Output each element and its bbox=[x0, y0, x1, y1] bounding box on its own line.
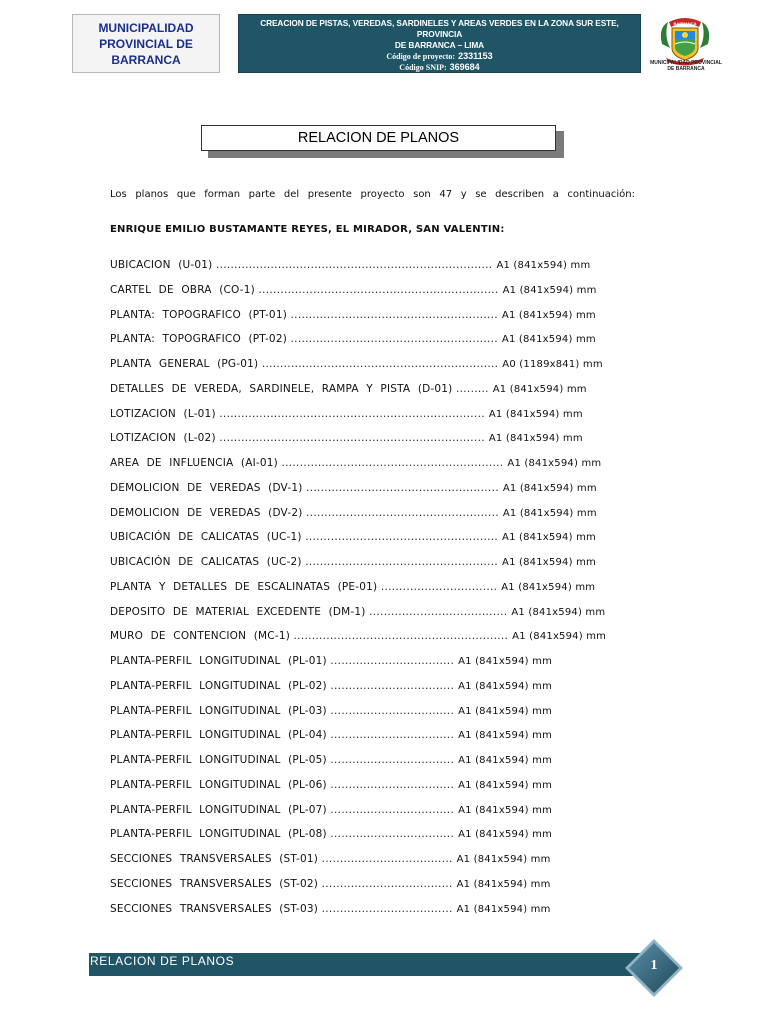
plan-name: LOTIZACION (L-01) bbox=[110, 407, 216, 420]
leader-dots: ............................................................................ bbox=[215, 259, 493, 271]
plan-format: A1 (841x594) mm bbox=[502, 507, 597, 519]
plan-name: UBICACION (U-01) bbox=[110, 259, 213, 271]
plan-format: A1 (841x594) mm bbox=[458, 779, 553, 791]
leader-dots: .................................... bbox=[321, 902, 453, 915]
plan-name: SECCIONES TRANSVERSALES (ST-01) bbox=[110, 853, 319, 865]
list-item bbox=[110, 553, 650, 578]
plan-name: PLANTA-PERFIL LONGITUDINAL (PL-08) bbox=[110, 828, 327, 841]
plan-name: DEPOSITO DE MATERIAL EXCEDENTE (DM-1) bbox=[110, 605, 366, 618]
plan-name: PLANTA GENERAL (PG-01) bbox=[110, 358, 259, 370]
leader-dots: ..................................................... bbox=[305, 556, 499, 568]
plan-format: A1 (841x594) mm bbox=[456, 903, 551, 915]
plan-name: MURO DE CONTENCION (MC-1) bbox=[110, 630, 290, 643]
page-number: 1 bbox=[650, 958, 658, 973]
leader-dots: ......................................................................... bbox=[219, 432, 485, 445]
leader-dots: ............................................................. bbox=[281, 457, 504, 469]
plan-name: PLANTA-PERFIL LONGITUDINAL (PL-02) bbox=[110, 679, 327, 692]
plan-name: LOTIZACION (L-02) bbox=[110, 432, 216, 445]
plan-name: PLANTA Y DETALLES DE ESCALINATAS (PE-01) bbox=[110, 580, 378, 593]
plan-name: PLANTA-PERFIL LONGITUDINAL (PL-07) bbox=[110, 803, 327, 816]
plan-format: A1 (841x594) mm bbox=[458, 804, 553, 816]
intro-paragraph: Los planos que forman parte del presente proyecto son 47 y se describen a continuación: bbox=[110, 189, 635, 200]
list-item bbox=[110, 429, 650, 454]
plan-format: A1 (841x594) mm bbox=[501, 334, 596, 346]
leader-dots: .................................... bbox=[321, 877, 453, 890]
plan-format: A1 (841x594) mm bbox=[456, 854, 551, 865]
leader-dots: ......................................................................... bbox=[219, 407, 485, 420]
plan-name: SECCIONES TRANSVERSALES (ST-03) bbox=[110, 902, 319, 915]
list-item bbox=[110, 380, 650, 405]
footer-label: RELACION DE PLANOS bbox=[90, 954, 235, 968]
list-item bbox=[110, 677, 650, 702]
leader-dots: .................................... bbox=[321, 853, 453, 865]
page-title: RELACION DE PLANOS bbox=[201, 125, 556, 151]
snip-code-line bbox=[239, 62, 640, 73]
list-item bbox=[110, 256, 650, 281]
list-item bbox=[110, 603, 650, 628]
plan-name: PLANTA-PERFIL LONGITUDINAL (PL-05) bbox=[110, 754, 327, 766]
project-header bbox=[238, 14, 641, 73]
project-code-label: Código de proyecto: bbox=[386, 52, 456, 61]
plan-format: A1 (841x594) mm bbox=[502, 532, 596, 544]
list-item bbox=[110, 825, 650, 850]
leader-dots: ..................................................... bbox=[306, 506, 499, 519]
list-item bbox=[110, 776, 650, 801]
leader-dots: .................................. bbox=[330, 655, 455, 667]
plan-format: A1 (841x594) mm bbox=[488, 433, 583, 445]
leader-dots: .................................. bbox=[330, 679, 455, 692]
list-item bbox=[110, 578, 650, 603]
plan-format: A1 (841x594) mm bbox=[458, 656, 553, 667]
plan-format: A1 (841x594) mm bbox=[496, 260, 591, 271]
leader-dots: ........................................................... bbox=[293, 630, 509, 643]
leader-dots: .................................. bbox=[330, 778, 455, 791]
list-item bbox=[110, 281, 650, 306]
leader-dots: .................................. bbox=[330, 803, 455, 816]
plan-format: A1 (841x594) mm bbox=[458, 829, 553, 841]
list-item bbox=[110, 900, 650, 925]
project-code: 2331153 bbox=[458, 51, 493, 61]
plan-name: PLANTA: TOPOGRAFICO (PT-01) bbox=[110, 308, 287, 321]
leader-dots: ......................................................... bbox=[290, 333, 498, 346]
list-item bbox=[110, 726, 650, 751]
plan-format: A1 (841x594) mm bbox=[501, 581, 596, 593]
list-item bbox=[110, 702, 650, 727]
leader-dots: ......... bbox=[456, 382, 489, 395]
plan-format: A1 (841x594) mm bbox=[458, 755, 553, 766]
section-subheading: ENRIQUE EMILIO BUSTAMANTE REYES, EL MIRADOR, SAN VALENTIN: bbox=[110, 224, 505, 235]
plan-name: SECCIONES TRANSVERSALES (ST-02) bbox=[110, 877, 319, 890]
leader-dots: ..................................................... bbox=[306, 481, 499, 494]
list-item bbox=[110, 479, 650, 504]
list-item bbox=[110, 528, 650, 553]
plan-format: A1 (841x594) mm bbox=[502, 284, 597, 296]
plan-format: A1 (841x594) mm bbox=[507, 458, 602, 469]
list-item bbox=[110, 454, 650, 479]
list-item bbox=[110, 504, 650, 529]
leader-dots: .................................. bbox=[330, 754, 455, 766]
footer-bar bbox=[89, 953, 656, 976]
plan-format: A0 (1189x841) mm bbox=[502, 359, 603, 370]
plan-name: DEMOLICION DE VEREDAS (DV-2) bbox=[110, 506, 303, 519]
list-item bbox=[110, 875, 650, 900]
list-item bbox=[110, 330, 650, 355]
plan-name: AREA DE INFLUENCIA (AI-01) bbox=[110, 457, 278, 469]
plans-list bbox=[110, 256, 650, 924]
snip-code: 369684 bbox=[449, 62, 480, 72]
plan-name: DEMOLICION DE VEREDAS (DV-1) bbox=[110, 481, 303, 494]
list-item bbox=[110, 801, 650, 826]
leader-dots: ................................................................. bbox=[261, 358, 499, 370]
list-item bbox=[110, 355, 650, 380]
list-item bbox=[110, 405, 650, 430]
plan-format: A1 (841x594) mm bbox=[458, 730, 553, 742]
leader-dots: ......................................................... bbox=[290, 308, 498, 321]
plan-name: UBICACIÓN DE CALICATAS (UC-1) bbox=[110, 531, 302, 544]
municipality-box bbox=[72, 14, 220, 73]
plan-name: PLANTA-PERFIL LONGITUDINAL (PL-01) bbox=[110, 655, 327, 667]
list-item bbox=[110, 751, 650, 776]
plan-format: A1 (841x594) mm bbox=[502, 482, 597, 494]
plan-format: A1 (841x594) mm bbox=[502, 557, 596, 568]
municipality-name: MUNICIPALIDAD PROVINCIAL DE BARRANCA bbox=[98, 20, 194, 67]
leader-dots: ...................................... bbox=[369, 605, 508, 618]
plan-name: PLANTA-PERFIL LONGITUDINAL (PL-06) bbox=[110, 778, 327, 791]
page-number-badge bbox=[622, 936, 686, 1000]
plan-format: A1 (841x594) mm bbox=[458, 680, 553, 692]
leader-dots: .................................................................. bbox=[258, 283, 499, 296]
plan-format: A1 (841x594) mm bbox=[512, 631, 607, 643]
plan-name: PLANTA-PERFIL LONGITUDINAL (PL-03) bbox=[110, 704, 327, 717]
snip-code-label: Código SNIP: bbox=[399, 63, 447, 72]
project-title: CREACION DE PISTAS, VEREDAS, SARDINELES Y AREAS VERDES EN LA ZONA SUR ESTE, PROVINCIA DE BARRANCA – LIMA bbox=[260, 18, 619, 50]
leader-dots: ..................................................... bbox=[305, 531, 499, 544]
plan-format: A1 (841x594) mm bbox=[511, 606, 606, 618]
leader-dots: .................................. bbox=[330, 729, 455, 742]
plan-name: DETALLES DE VEREDA, SARDINELE, RAMPA Y PISTA (D-01) bbox=[110, 382, 453, 395]
plan-format: A1 (841x594) mm bbox=[501, 309, 596, 321]
list-item bbox=[110, 652, 650, 677]
plan-name: PLANTA-PERFIL LONGITUDINAL (PL-04) bbox=[110, 729, 327, 742]
plan-name: CARTEL DE OBRA (CO-1) bbox=[110, 283, 255, 296]
plan-format: A1 (841x594) mm bbox=[488, 408, 583, 420]
leader-dots: .................................. bbox=[330, 828, 455, 841]
logo-banner-text: BARRANCA bbox=[673, 21, 697, 26]
list-item bbox=[110, 850, 650, 875]
leader-dots: .................................. bbox=[330, 704, 455, 717]
plan-name: UBICACIÓN DE CALICATAS (UC-2) bbox=[110, 556, 302, 568]
plan-format: A1 (841x594) mm bbox=[492, 383, 587, 395]
leader-dots: ................................ bbox=[380, 580, 498, 593]
logo-caption: MUNICIPALIDAD PROVINCIAL DE BARRANCA bbox=[650, 60, 722, 72]
plan-name: PLANTA: TOPOGRAFICO (PT-02) bbox=[110, 333, 287, 346]
plan-format: A1 (841x594) mm bbox=[456, 878, 551, 890]
project-code-line bbox=[239, 51, 640, 62]
list-item bbox=[110, 627, 650, 652]
list-item bbox=[110, 306, 650, 331]
plan-format: A1 (841x594) mm bbox=[458, 705, 553, 717]
